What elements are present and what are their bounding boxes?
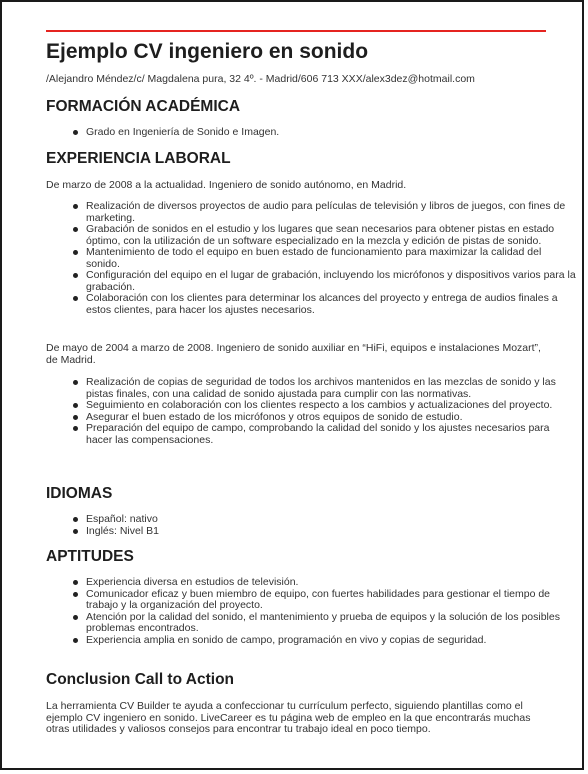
languages-heading: IDIOMAS xyxy=(46,485,113,502)
header-accent-rule xyxy=(46,30,546,32)
list-item: Comunicador eficaz y buen miembro de equipo, con fuertes habilidades para gestionar el tiempo de trabajo y la organización del proyecto. xyxy=(86,589,578,612)
list-item: Experiencia amplia en sonido de campo, programación en vivo y copias de seguridad. xyxy=(86,635,578,647)
list-item: Seguimiento en colaboración con los clientes respecto a los cambios y actualizaciones del proyecto. xyxy=(86,400,578,412)
list-item: Preparación del equipo de campo, comprobando la calidad del sonido y los ajustes necesarios para hacer las compensaciones. xyxy=(86,423,578,446)
contact-line: /Alejandro Méndez/c/ Magdalena pura, 32 4º. - Madrid/606 713 XXX/alex3dez@hotmail.com xyxy=(46,73,475,85)
skills-heading: APTITUDES xyxy=(46,548,134,565)
experience-heading: EXPERIENCIA LABORAL xyxy=(46,150,231,167)
languages-list xyxy=(46,514,578,537)
job-intro: De marzo de 2008 a la actualidad. Ingeniero de sonido autónomo, en Madrid. xyxy=(46,179,407,191)
list-item: Realización de diversos proyectos de audio para películas de televisión y libros de juegos, con fines de marketing. xyxy=(86,201,578,224)
list-item: Grabación de sonidos en el estudio y los lugares que sean necesarios para obtener pistas en estado óptimo, con la utilización de un software especializado en la mezcla y edición de pistas de sonido. xyxy=(86,224,578,247)
job-intro: De mayo de 2004 a marzo de 2008. Ingeniero de sonido auxiliar en “HiFi, equipos e instalaciones Mozart”, de Madrid. xyxy=(46,342,541,366)
list-item: Grado en Ingeniería de Sonido e Imagen. xyxy=(86,127,578,139)
list-item: Configuración del equipo en el lugar de grabación, incluyendo los micrófonos y dispositivos varios para la grabación. xyxy=(86,270,578,293)
list-item: Atención por la calidad del sonido, el mantenimiento y prueba de equipos y la solución de los posibles problemas encontrados. xyxy=(86,612,578,635)
job-duties-list xyxy=(46,201,578,316)
list-item: Mantenimiento de todo el equipo en buen estado de funcionamiento para maximizar la calidad del sonido. xyxy=(86,247,578,270)
list-item: Español: nativo xyxy=(86,514,578,526)
list-item: Experiencia diversa en estudios de televisión. xyxy=(86,577,578,589)
skills-list xyxy=(46,577,578,646)
list-item: Inglés: Nivel B1 xyxy=(86,526,578,538)
education-heading: FORMACIÓN ACADÉMICA xyxy=(46,98,241,115)
job-duties-list xyxy=(46,377,578,446)
conclusion-text: La herramienta CV Builder te ayuda a confeccionar tu currículum perfecto, siguiendo plantillas como el ejemplo CV ingeniero en sonido. LiveCareer es tu página web de empleo en la que encontrarás muchas otras utilidades y valiosos consejos para encontrar tu trabajo ideal en poco tiempo. xyxy=(46,700,531,735)
list-item: Asegurar el buen estado de los micrófonos y otros equipos de sonido de estudio. xyxy=(86,412,578,424)
list-item: Colaboración con los clientes para determinar los alcances del proyecto y entrega de audios finales a estos clientes, para hacer los ajustes necesarios. xyxy=(86,293,578,316)
resume-title: Ejemplo CV ingeniero en sonido xyxy=(46,40,369,63)
list-item: Realización de copias de seguridad de todos los archivos mantenidos en las mezclas de sonido y las pistas finales, con una calidad de sonido ajustada para cumplir con las normativas. xyxy=(86,377,578,400)
conclusion-heading: Conclusion Call to Action xyxy=(46,671,235,688)
education-list xyxy=(46,127,578,139)
